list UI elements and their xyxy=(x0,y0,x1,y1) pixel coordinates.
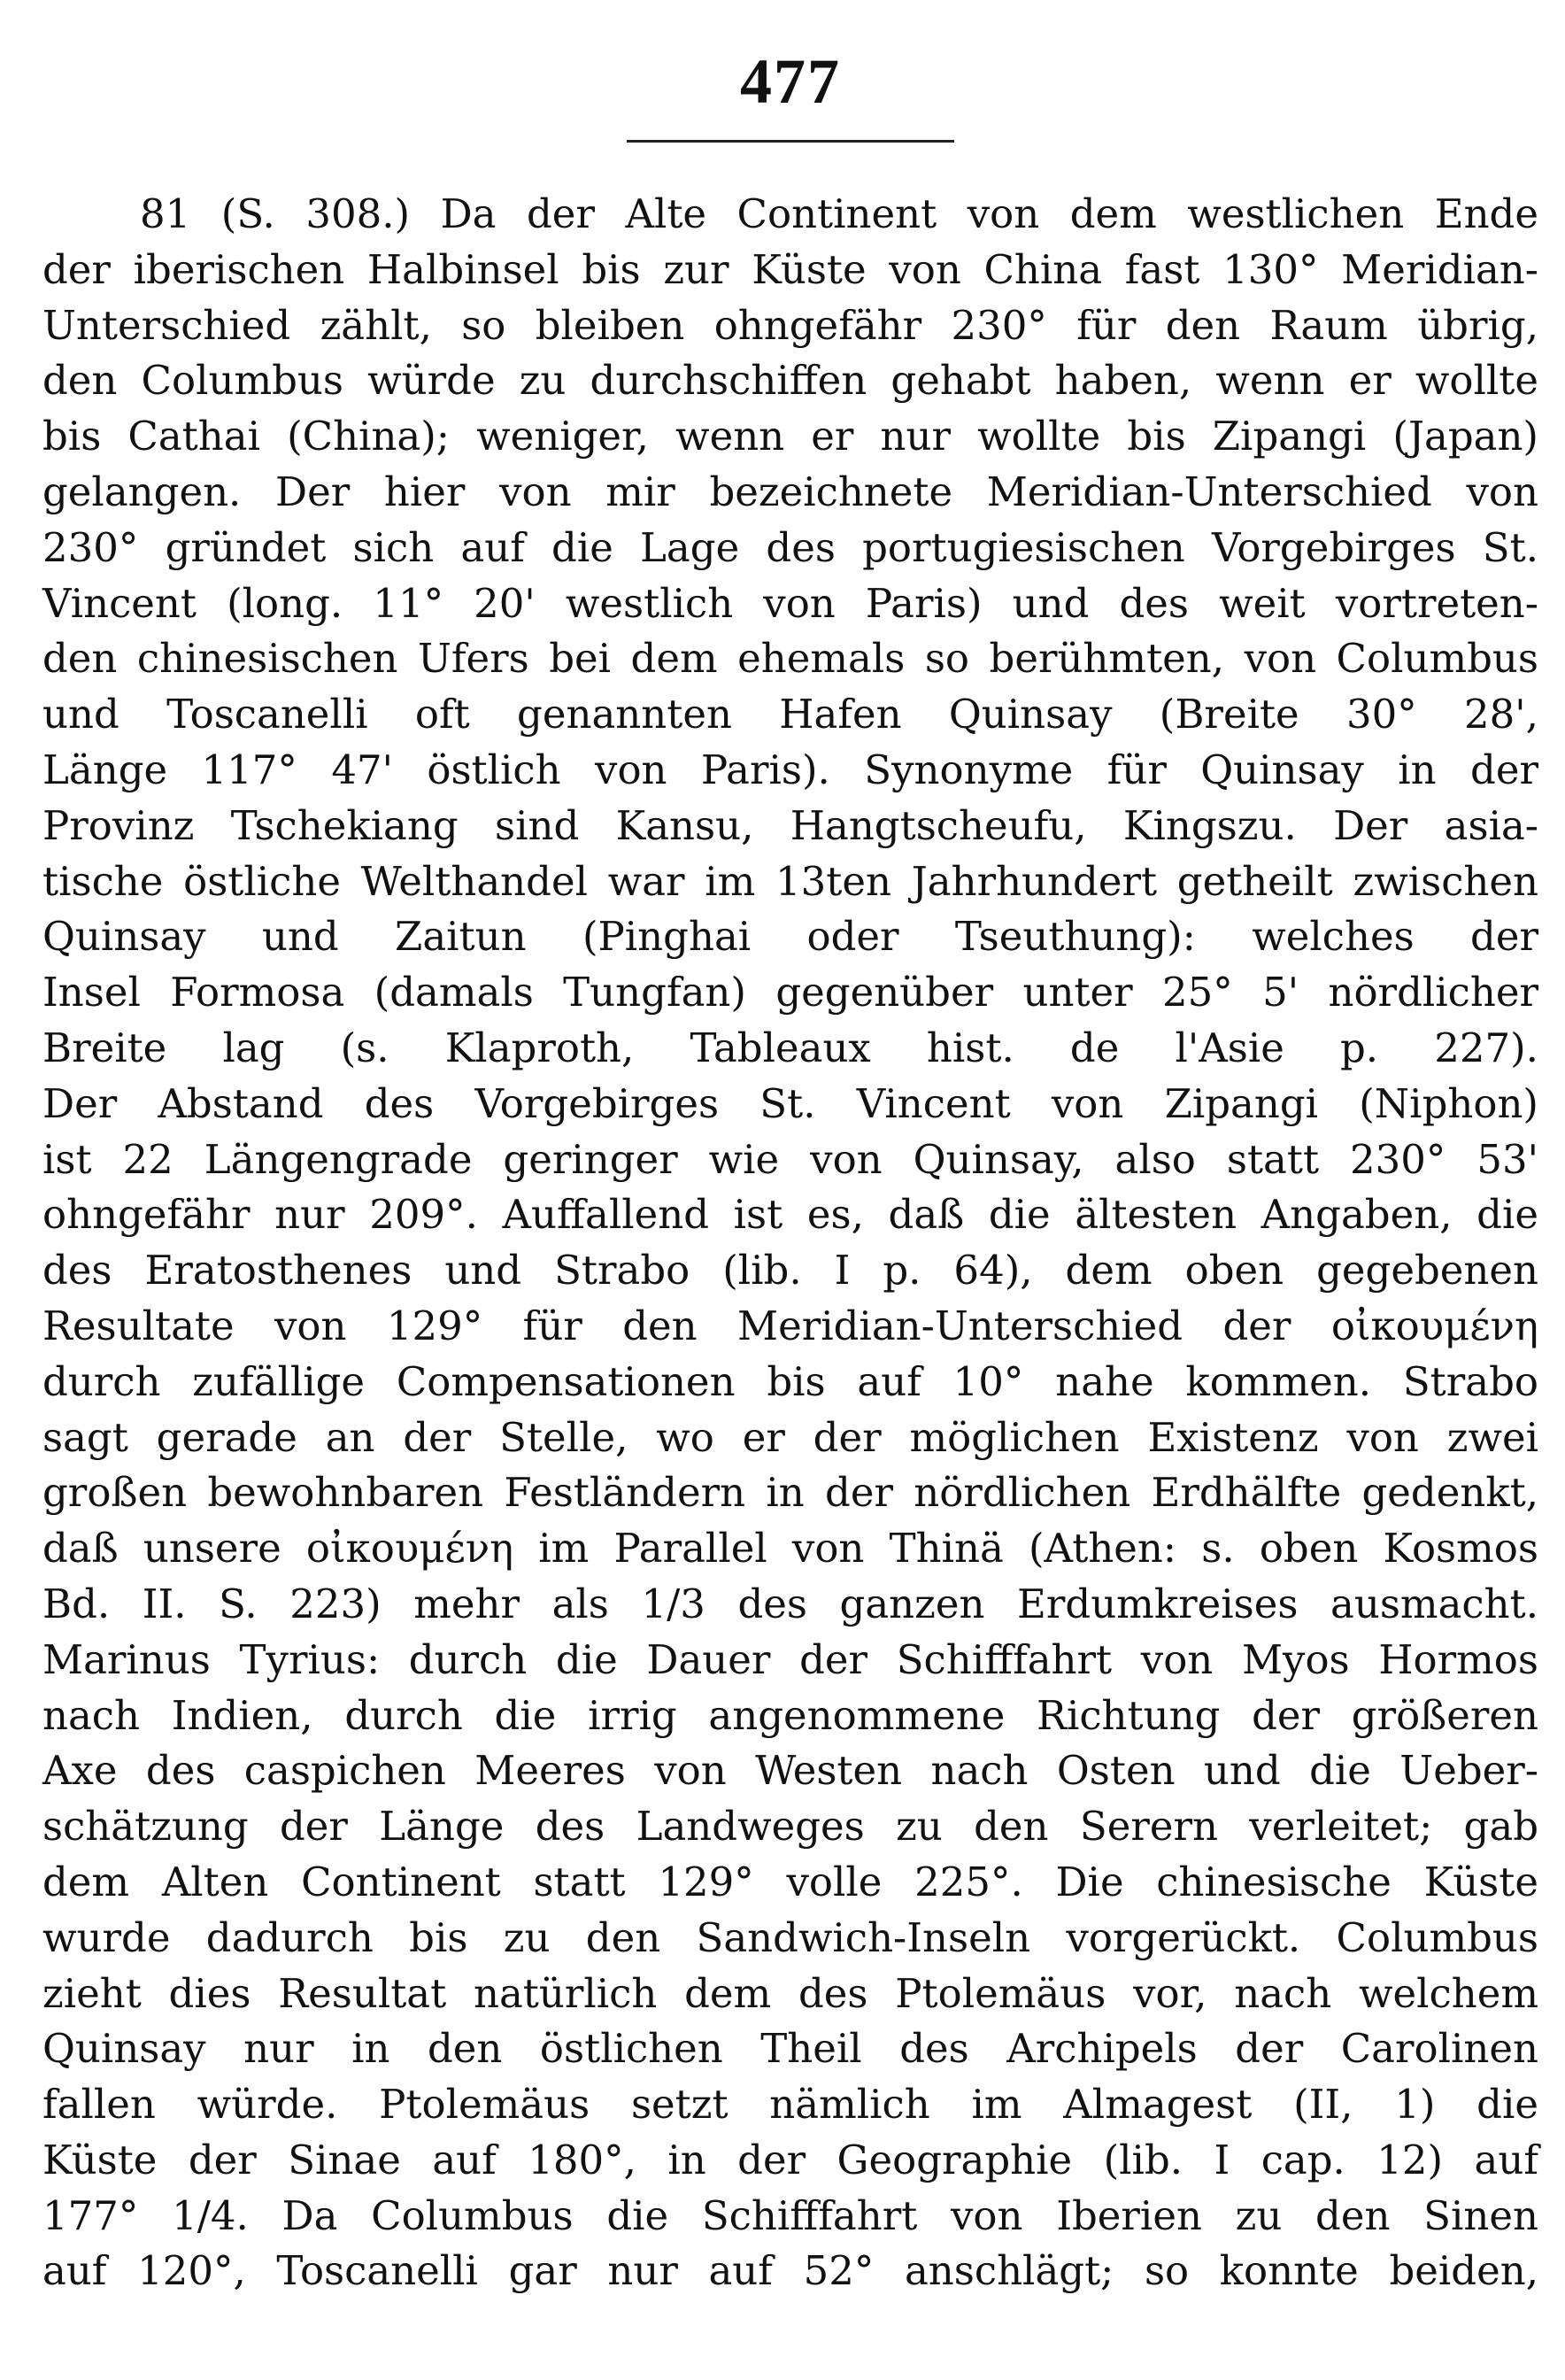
text-line: Quinsay und Zaitun (Pinghai oder Tseuthung): welches der xyxy=(42,913,1538,961)
text-line: sagt gerade an der Stelle, wo er der möglichen Existenz von zwei xyxy=(42,1413,1538,1461)
text-line: Küste der Sinae auf 180°, in der Geographie (lib. I cap. 12) auf xyxy=(42,2136,1538,2183)
text-line: nach Indien, durch die irrig angenommene Richtung der größeren xyxy=(42,1691,1538,1739)
text-line: den Columbus würde zu durchschiffen gehabt haben, wenn er wollte xyxy=(42,357,1538,405)
text-line: Marinus Tyrius: durch die Dauer der Schifffahrt von Myos Hormos xyxy=(42,1635,1538,1683)
text-line: Länge 117° 47' östlich von Paris). Synonyme für Quinsay in der xyxy=(42,746,1538,793)
text-line: Resultate von 129° für den Meridian-Unterschied der οἰκουμένη xyxy=(42,1302,1538,1349)
text-line: Quinsay nur in den östlichen Theil des Archipels der Carolinen xyxy=(42,2025,1538,2073)
text-line: des Eratosthenes und Strabo (lib. I p. 64), dem oben gegebenen xyxy=(42,1247,1538,1294)
text-line: der iberischen Halbinsel bis zur Küste von China fast 130° Meridian- xyxy=(42,245,1538,293)
text-line: zieht dies Resultat natürlich dem des Ptolemäus vor, nach welchem xyxy=(42,1969,1538,2017)
text-line: Insel Formosa (damals Tungfan) gegenüber unter 25° 5' nördlicher xyxy=(42,969,1538,1016)
text-line: Bd. II. S. 223) mehr als 1/3 des ganzen Erdumkreises ausmacht. xyxy=(42,1580,1538,1627)
text-line: großen bewohnbaren Festländern in der nördlichen Erdhälfte gedenkt, xyxy=(42,1469,1538,1517)
text-line: bis Cathai (China); weniger, wenn er nur wollte bis Zipangi (Japan) xyxy=(42,413,1538,460)
text-line: Provinz Tschekiang sind Kansu, Hangtscheufu, Kingszu. Der asia- xyxy=(42,801,1538,849)
text-line: Vincent (long. 11° 20' westlich von Paris) und des weit vortreten- xyxy=(42,579,1538,627)
text-line: den chinesischen Ufers bei dem ehemals so berühmten, von Columbus xyxy=(42,635,1538,683)
text-line: durch zufällige Compensationen bis auf 10° nahe kommen. Strabo xyxy=(42,1357,1538,1405)
text-line: und Toscanelli oft genannten Hafen Quinsay (Breite 30° 28', xyxy=(42,691,1538,738)
page-number: 477 xyxy=(740,46,841,117)
text-line: tische östliche Welthandel war im 13ten Jahrhundert getheilt zwischen xyxy=(42,857,1538,905)
text-line: gelangen. Der hier von mir bezeichnete Meridian-Unterschied von xyxy=(42,468,1538,515)
footnote-body xyxy=(42,187,1538,2299)
text-line: 230° gründet sich auf die Lage des portugiesischen Vorgebirges St. xyxy=(42,523,1538,571)
header-rule xyxy=(627,140,954,143)
text-line: Der Abstand des Vorgebirges St. Vincent von Zipangi (Niphon) xyxy=(42,1079,1538,1127)
text-line: Breite lag (s. Klaproth, Tableaux hist. de l'Asie p. 227). xyxy=(42,1024,1538,1071)
text-line: 81 (S. 308.) Da der Alte Continent von dem westlichen Ende xyxy=(140,190,1538,237)
text-line: schätzung der Länge des Landweges zu den Serern verleitet; gab xyxy=(42,1803,1538,1851)
book-page xyxy=(42,32,1538,2299)
text-line: auf 120°, Toscanelli gar nur auf 52° anschlägt; so konnte beiden, xyxy=(42,2247,1538,2295)
text-line: Axe des caspichen Meeres von Westen nach Osten und die Ueber- xyxy=(42,1747,1538,1795)
text-line: ohngefähr nur 209°. Auffallend ist es, daß die ältesten Angaben, die xyxy=(42,1191,1538,1239)
text-line: ist 22 Längengrade geringer wie von Quinsay, also statt 230° 53' xyxy=(42,1135,1538,1183)
text-line: Unterschied zählt, so bleiben ohngefähr 230° für den Raum übrig, xyxy=(42,301,1538,349)
text-line: wurde dadurch bis zu den Sandwich-Inseln vorgerückt. Columbus xyxy=(42,1913,1538,1961)
text-line: daß unsere οἰκουμένη im Parallel von Thinä (Athen: s. oben Kosmos xyxy=(42,1525,1538,1572)
text-line: fallen würde. Ptolemäus setzt nämlich im Almagest (II, 1) die xyxy=(42,2081,1538,2129)
text-line: dem Alten Continent statt 129° volle 225°. Die chinesische Küste xyxy=(42,1858,1538,1905)
text-line: 177° 1/4. Da Columbus die Schifffahrt von Iberien zu den Sinen xyxy=(42,2191,1538,2239)
